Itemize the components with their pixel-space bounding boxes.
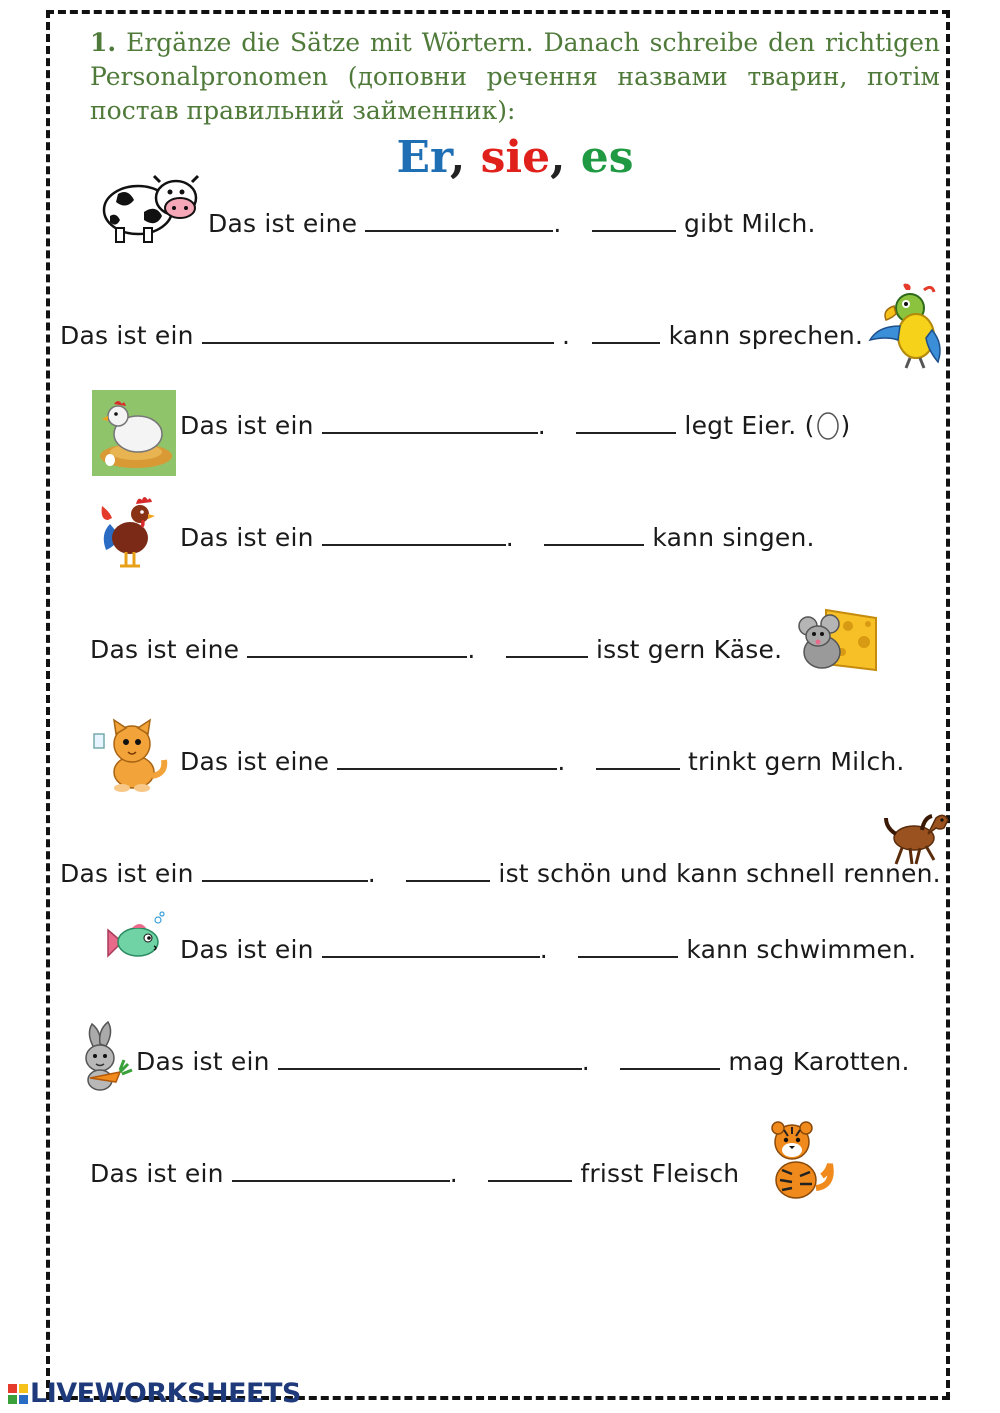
sentence-suffix: isst gern Käse.: [596, 635, 783, 664]
sentence-prefix: Das ist ein: [90, 1159, 224, 1188]
sentence-dot: .: [539, 935, 548, 964]
sentence-prefix: Das ist ein: [180, 411, 314, 440]
sentence-prefix: Das ist ein: [180, 935, 314, 964]
separator: ,: [550, 132, 581, 183]
sentence-prefix: Das ist eine: [180, 747, 330, 776]
sentence-prefix: Das ist ein: [136, 1047, 270, 1076]
sentence-dot: .: [367, 859, 376, 888]
sentence-suffix-end: ): [840, 411, 851, 440]
mouse-icon: [796, 602, 880, 680]
sentence-row: [180, 410, 851, 440]
sentence-suffix: legt Eier. (: [684, 411, 815, 440]
sentence-suffix: gibt Milch.: [684, 209, 816, 238]
pronoun-answer-blank[interactable]: [506, 634, 588, 658]
pronoun-answer-blank[interactable]: [620, 1046, 720, 1070]
task-instruction: Ergänze die Sätze mit Wörtern. Danach schreibe den richtigen Personalpronomen (доповни речення назвами тварин, потім постав правильний займенник):: [90, 28, 940, 125]
pronoun-answer-blank[interactable]: [592, 208, 676, 232]
animal-answer-blank[interactable]: [247, 634, 467, 658]
pronoun-answer-blank[interactable]: [578, 934, 678, 958]
sentence-dot: .: [449, 1159, 458, 1188]
sentence-dot: .: [557, 747, 566, 776]
sentence-dot: .: [537, 411, 546, 440]
sentence-row: [180, 746, 905, 776]
pronoun-answer-blank[interactable]: [576, 410, 676, 434]
instruction-text: [90, 26, 940, 128]
sentence-suffix: trinkt gern Milch.: [688, 747, 905, 776]
sentence-dot: .: [553, 321, 571, 350]
separator: ,: [450, 132, 481, 183]
cow-icon: [100, 172, 202, 250]
liveworksheets-logo-icon: [8, 1384, 28, 1404]
sentence-suffix: frisst Fleisch: [580, 1159, 740, 1188]
fish-icon: [104, 910, 166, 972]
sentence-row: [90, 1158, 739, 1188]
brand-name: LIVEWORKSHEETS: [30, 1378, 301, 1409]
pronoun-answer-blank[interactable]: [544, 522, 644, 546]
sentence-prefix: Das ist eine: [208, 209, 358, 238]
sentence-row: [180, 934, 916, 964]
pronoun-answer-blank[interactable]: [596, 746, 680, 770]
animal-answer-blank[interactable]: [278, 1046, 582, 1070]
egg-icon: [815, 410, 841, 440]
sentence-dot: .: [553, 209, 562, 238]
pronoun-answer-blank[interactable]: [592, 320, 660, 344]
sentence-dot: .: [581, 1047, 590, 1076]
sentence-row: [60, 858, 941, 888]
animal-answer-blank[interactable]: [322, 410, 538, 434]
pronoun-es: es: [580, 132, 634, 183]
rooster-icon: [100, 494, 160, 574]
hen-icon: [92, 390, 176, 480]
sentence-suffix: mag Karotten.: [728, 1047, 910, 1076]
task-number: 1.: [90, 28, 117, 57]
pronoun-er: Er: [396, 132, 450, 183]
sentence-row: [136, 1046, 910, 1076]
sentence-dot: .: [467, 635, 476, 664]
animal-answer-blank[interactable]: [202, 320, 554, 344]
parrot-icon: [866, 282, 946, 376]
sentence-dot: .: [505, 523, 514, 552]
sentence-row: [180, 522, 815, 552]
sentence-row: [60, 320, 863, 350]
animal-answer-blank[interactable]: [202, 858, 368, 882]
sentence-suffix: kann singen.: [652, 523, 815, 552]
animal-answer-blank[interactable]: [337, 746, 557, 770]
animal-answer-blank[interactable]: [232, 1158, 450, 1182]
sentence-row: [208, 208, 816, 238]
pronoun-sie: sie: [480, 132, 551, 183]
sentence-suffix: kann schwimmen.: [686, 935, 917, 964]
rabbit-icon: [78, 1020, 136, 1096]
pronoun-answer-blank[interactable]: [488, 1158, 572, 1182]
sentence-row: [90, 634, 782, 664]
cat-icon: [92, 714, 170, 798]
pronoun-answer-blank[interactable]: [406, 858, 490, 882]
animal-answer-blank[interactable]: [322, 522, 506, 546]
sentence-suffix: kann sprechen.: [668, 321, 864, 350]
sentence-prefix: Das ist ein: [60, 859, 194, 888]
sentence-prefix: Das ist ein: [60, 321, 194, 350]
tiger-icon: [762, 1118, 842, 1208]
animal-answer-blank[interactable]: [365, 208, 553, 232]
sentence-suffix: ist schön und kann schnell rennen.: [498, 859, 941, 888]
sentence-prefix: Das ist eine: [90, 635, 240, 664]
sentence-prefix: Das ist ein: [180, 523, 314, 552]
animal-answer-blank[interactable]: [322, 934, 540, 958]
footer-brand: [8, 1378, 301, 1408]
